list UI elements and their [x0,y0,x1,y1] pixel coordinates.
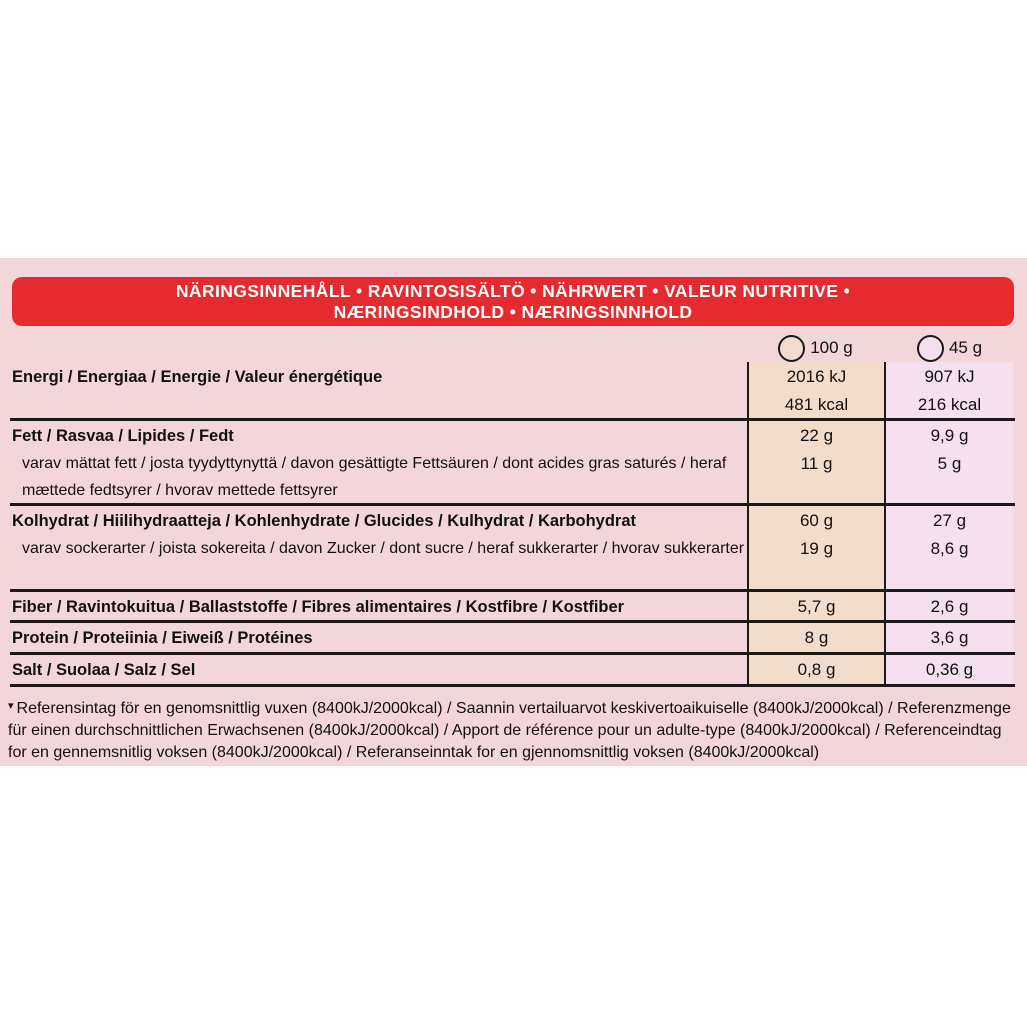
column-headers [747,334,1015,362]
value-cell-100g [747,592,884,620]
column-header-100g [747,334,884,362]
column-header-label: 100 g [810,338,853,357]
row-label: Salt / Suolaa / Salz / Sel [12,660,196,679]
row-label-cell [10,623,747,652]
table-row-carbohydrate [10,506,1015,592]
footnote-text: Referensintag för en genomsnittlig vuxen (8400kJ/2000kcal) / Saannin vertailuarvot keskivertoaikuiselle (8400kJ/2000kcal) / Referenzmenge für einen durchschnittlichen Erwachsenen (8400kJ/2000kcal) / Apport de référence pour un adulte-type (8400kJ/2000kcal) / Referenceindtag for en gennemsnitlig voksen (8400kJ/2000kcal) / Referanseinntak for en gjennomsnittlig voksen (8400kJ/2000kcal) [8,700,1011,761]
reference-intake-footnote [8,695,1020,764]
value-line: 60 g [799,511,834,530]
value-cell-45g [884,506,1013,589]
value-line: 481 kcal [784,395,849,414]
value-line: 2,6 g [930,597,969,616]
value-line: 216 kcal [917,395,982,414]
nutrition-panel [0,258,1027,766]
nutrition-table [10,362,1015,687]
value-line: 8,6 g [930,539,969,558]
value-line: 3,6 g [930,628,969,647]
value-line: 9,9 g [930,426,969,445]
column-header-45g [884,334,1015,362]
value-cell-45g [884,362,1013,418]
value-cell-45g [884,592,1013,620]
row-sublabel: varav mättat fett / josta tyydyttynyttä / davon gesättigte Fettsäuren / dont acides gras saturés / heraf mættede fedtsyrer / hvorav mettede fettsyrer [22,455,727,499]
table-row-energy [10,362,1015,421]
row-label: Fiber / Ravintokuitua / Ballaststoffe / Fibres alimentaires / Kostfibre / Kostfiber [12,597,625,616]
value-cell-100g [747,421,884,503]
value-line: 0,8 g [797,660,836,679]
value-cell-100g [747,506,884,589]
footnote-marker-icon: ▾ [8,700,14,712]
row-label: Kolhydrat / Hiilihydraatteja / Kohlenhydrate / Glucides / Kulhydrat / Karbohydrat [12,511,636,530]
value-line: 5 g [937,454,962,473]
row-label-cell [10,592,747,620]
value-line: 8 g [804,628,829,647]
title-line-2: NÆRINGSINDHOLD • NÆRINGSINNHOLD [333,301,693,322]
row-label-cell [10,655,747,684]
column-header-label: 45 g [948,338,983,357]
value-line: 5,7 g [797,597,836,616]
row-label: Protein / Proteiinia / Eiweiß / Protéines [12,628,313,647]
value-line: 22 g [799,426,834,445]
table-row-salt [10,655,1015,687]
table-row-fat [10,421,1015,506]
value-cell-100g [747,362,884,418]
row-sublabel: varav sockerarter / joista sokereita / davon Zucker / dont sucre / heraf sukkerarter / hvorav sukkerarter [22,540,745,557]
value-cell-100g [747,623,884,652]
portion-circle-icon [778,335,805,362]
value-line: 907 kJ [924,367,975,386]
table-row-fibre [10,592,1015,623]
value-line: 0,36 g [925,660,974,679]
value-line: 27 g [932,511,967,530]
portion-circle-icon [917,335,944,362]
value-line: 11 g [800,454,833,473]
value-cell-45g [884,623,1013,652]
value-cell-45g [884,655,1013,684]
row-label: Energi / Energiaa / Energie / Valeur énergétique [12,367,383,386]
value-line: 2016 kJ [786,367,847,386]
row-label: Fett / Rasvaa / Lipides / Fedt [12,426,234,445]
nutrition-title-banner [12,277,1014,326]
row-label-cell [10,421,747,503]
table-row-protein [10,623,1015,655]
title-line-1: NÄRINGSINNEHÅLL • RAVINTOSISÄLTÖ • NÄHRWERT • VALEUR NUTRITIVE • [175,280,851,301]
value-cell-45g [884,421,1013,503]
row-label-cell [10,506,747,589]
row-label-cell [10,362,747,418]
value-cell-100g [747,655,884,684]
value-line: 19 g [799,539,834,558]
